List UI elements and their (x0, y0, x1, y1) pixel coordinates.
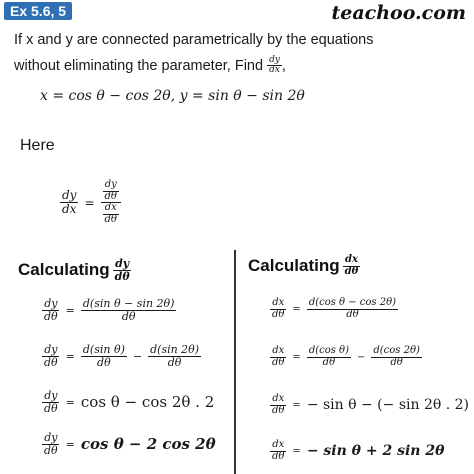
inner-fraction (103, 203, 119, 225)
inner-fraction (103, 180, 119, 202)
fraction-denominator: dθ (272, 404, 285, 416)
minus-sign: − (356, 351, 366, 363)
rhs-compound-fraction (101, 180, 121, 225)
minus-sign: − (132, 349, 143, 363)
fraction-denominator: dθ (322, 356, 336, 368)
chain-rule-equation (60, 180, 121, 225)
fraction-numerator: d(cos 2θ) (373, 345, 420, 356)
equals-sign: = (65, 437, 75, 451)
fraction-numerator: d(sin θ − sin 2θ) (82, 297, 175, 310)
right-title-fraction (343, 255, 361, 277)
equals-sign: = (84, 195, 95, 210)
left-title-fraction (113, 258, 132, 282)
lhs-fraction (270, 394, 286, 416)
fraction-denominator: dθ (272, 356, 285, 368)
fraction-numerator: d(cos θ − cos 2θ) (308, 297, 397, 308)
fraction-denominator: dθ (44, 309, 58, 323)
right-title-text: Calculating (248, 256, 340, 275)
expression: − sin θ − (− sin 2θ . 2) (306, 397, 470, 413)
rhs-numerator (101, 180, 121, 203)
lhs-fraction (270, 440, 286, 462)
fraction-numerator: dy (44, 297, 58, 310)
fraction-denominator: dθ (104, 213, 117, 225)
fraction-denominator: dθ (344, 265, 359, 277)
left-row-2 (42, 344, 201, 368)
equals-sign: = (65, 349, 75, 363)
rhs-fraction-b (371, 346, 422, 368)
fraction-denominator: dθ (390, 356, 403, 368)
question-equations: x = cos θ − cos 2θ, y = sin θ − sin 2θ (40, 88, 305, 104)
fraction-denominator: dθ (44, 443, 58, 457)
column-divider (234, 250, 236, 474)
here-label: Here (20, 137, 55, 154)
right-row-2 (270, 346, 422, 368)
fraction-numerator: dy (44, 431, 58, 444)
fraction-denominator: dθ (44, 355, 58, 369)
fraction-denominator: dθ (97, 355, 111, 369)
lhs-fraction (42, 298, 60, 322)
rhs-fraction (307, 298, 398, 320)
fraction-numerator: dx (272, 297, 285, 308)
equals-sign: = (292, 351, 301, 363)
equals-sign: = (292, 399, 301, 411)
equals-sign: = (65, 395, 75, 409)
lhs-fraction (42, 344, 60, 368)
question-line-2-end: , (281, 57, 286, 74)
question-line-2 (14, 56, 286, 76)
fraction-numerator: dy (44, 343, 58, 356)
fraction-denominator: dθ (346, 308, 359, 320)
left-row-3 (42, 390, 214, 414)
left-title-text: Calculating (18, 260, 110, 280)
fraction-denominator: dθ (121, 309, 136, 323)
lhs-fraction (42, 390, 60, 414)
header-bar (0, 0, 474, 28)
fraction-numerator: dx (104, 202, 117, 213)
question-line-2-text: without eliminating the parameter, Find (14, 57, 264, 74)
question-dy-dx-fraction (267, 56, 282, 76)
rhs-fraction-b (148, 344, 201, 368)
fraction-denominator: dθ (272, 450, 285, 462)
rhs-fraction-a (307, 346, 351, 368)
fraction-numerator: dy (104, 179, 117, 190)
fraction-numerator: dx (272, 393, 285, 404)
fraction-numerator: dy (62, 188, 77, 203)
rhs-denominator (101, 203, 121, 225)
teachoo-logo: teachoo.com (331, 2, 466, 24)
equals-sign: = (292, 303, 301, 315)
rhs-fraction-a (81, 344, 127, 368)
left-row-1 (42, 298, 176, 322)
fraction-numerator: d(cos θ) (308, 345, 349, 356)
question-line-1: If x and y are connected parametrically by the equations (14, 32, 374, 48)
lhs-fraction (270, 298, 286, 320)
result-expression: − sin θ + 2 sin 2θ (306, 443, 445, 459)
fraction-numerator: dy (115, 257, 130, 270)
right-row-1 (270, 298, 398, 320)
rhs-fraction (81, 298, 177, 322)
lhs-fraction (60, 189, 78, 215)
left-row-4 (42, 432, 216, 456)
fraction-denominator: dx (269, 65, 280, 76)
right-row-3 (270, 394, 469, 416)
fraction-denominator: dθ (114, 269, 130, 283)
exercise-badge: Ex 5.6, 5 (4, 2, 72, 20)
fraction-numerator: dx (272, 345, 285, 356)
lhs-fraction (42, 432, 60, 456)
result-expression: cos θ − 2 cos 2θ (80, 435, 216, 454)
lhs-fraction (270, 346, 286, 368)
fraction-denominator: dθ (167, 355, 182, 369)
fraction-numerator: dy (269, 55, 280, 65)
fraction-numerator: dx (272, 439, 285, 450)
fraction-numerator: d(sin θ) (82, 343, 125, 356)
left-section-title (18, 258, 132, 282)
equals-sign: = (65, 303, 75, 317)
fraction-denominator: dθ (272, 308, 285, 320)
right-row-4 (270, 440, 444, 462)
fraction-denominator: dx (62, 202, 77, 216)
fraction-denominator: dθ (44, 401, 58, 415)
expression: cos θ − cos 2θ . 2 (80, 393, 215, 412)
fraction-numerator: d(sin 2θ) (150, 343, 200, 356)
equals-sign: = (292, 445, 301, 457)
fraction-denominator: dθ (104, 190, 117, 202)
fraction-numerator: dx (344, 254, 358, 265)
right-section-title (248, 255, 360, 277)
fraction-numerator: dy (44, 389, 58, 402)
